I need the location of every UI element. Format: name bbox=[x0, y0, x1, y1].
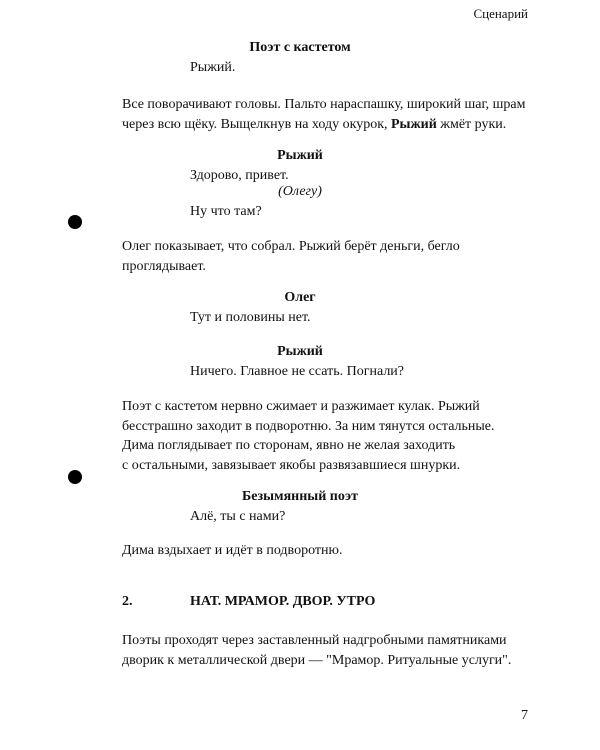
punch-hole bbox=[68, 215, 82, 229]
action-line bbox=[122, 115, 542, 135]
action-line: с остальными, завязывает якобы развязавшиеся шнурки. bbox=[122, 457, 461, 473]
dialogue-line: Ну что там? bbox=[190, 204, 262, 219]
action-character-emphasis: Рыжий bbox=[391, 116, 437, 132]
action-text: через всю щёку. Выщелкнув на ходу окурок, bbox=[122, 116, 391, 132]
action-paragraph bbox=[122, 397, 542, 475]
action-line: Дима поглядывает по сторонам, явно не желая заходить bbox=[122, 438, 456, 453]
action-text: жмёт руки. bbox=[436, 116, 507, 132]
character-name: Олег bbox=[284, 290, 316, 305]
action-line: Поэты проходят через заставленный надгробными памятниками bbox=[122, 633, 507, 648]
action-line: проглядывает. bbox=[122, 258, 206, 274]
character-name: Поэт с кастетом bbox=[249, 40, 351, 55]
action-paragraph bbox=[122, 631, 542, 670]
page-header: Сценарий bbox=[473, 6, 528, 21]
parenthetical: (Олегу) bbox=[278, 184, 322, 199]
action-paragraph bbox=[122, 541, 542, 561]
action-line: дворик к металлической двери — "Мрамор. Ритуальные услуги". bbox=[122, 652, 512, 668]
action-line: Все поворачивают головы. Пальто нараспашку, широкий шаг, шрам bbox=[122, 97, 526, 112]
character-name: Рыжий bbox=[277, 344, 323, 359]
action-line: бесстрашно заходит в подворотню. За ним тянутся остальные. bbox=[122, 418, 495, 434]
scene-number: 2. bbox=[122, 594, 133, 609]
dialogue-line: Тут и половины нет. bbox=[190, 310, 311, 325]
scene-heading: НАТ. МРАМОР. ДВОР. УТРО bbox=[190, 594, 376, 609]
action-line: Дима вздыхает и идёт в подворотню. bbox=[122, 543, 343, 558]
action-paragraph bbox=[122, 237, 542, 276]
punch-hole bbox=[68, 470, 82, 484]
action-line: Поэт с кастетом нервно сжимает и разжимает кулак. Рыжий bbox=[122, 399, 480, 414]
character-name: Безымянный поэт bbox=[242, 489, 358, 504]
page-number: 7 bbox=[521, 708, 528, 723]
action-paragraph bbox=[122, 95, 542, 134]
action-line: Олег показывает, что собрал. Рыжий берёт деньги, бегло bbox=[122, 239, 460, 254]
dialogue-line: Рыжий. bbox=[190, 60, 236, 75]
dialogue-line: Здорово, привет. bbox=[190, 168, 289, 183]
character-name: Рыжий bbox=[277, 148, 323, 163]
dialogue-line: Ничего. Главное не ссать. Погнали? bbox=[190, 364, 405, 379]
dialogue-line: Алё, ты с нами? bbox=[190, 509, 286, 524]
